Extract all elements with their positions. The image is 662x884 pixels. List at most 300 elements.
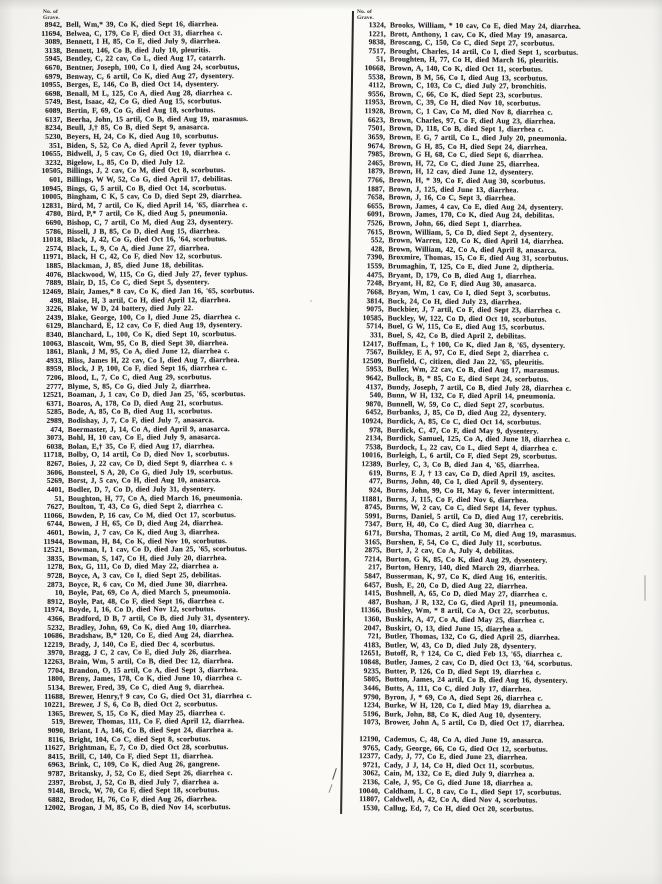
grave-number: 8959 , bbox=[30, 365, 64, 374]
grave-number: 3089 , bbox=[28, 38, 62, 47]
entry-text: Boermaster, J, 14, Co A, died April 9, anasarca. bbox=[67, 423, 230, 434]
entry-text: Benall, M L, 125, Co A, died Aug 28, diarrhea c. bbox=[66, 87, 233, 98]
entry-text: Berges, E, 146, Co B, died Oct 14, dysentery. bbox=[66, 79, 219, 90]
entry-text: Bradford, D B, 7 artil, Co B, died July 31, dysentery. bbox=[68, 613, 250, 623]
grave-number: 9090 , bbox=[31, 727, 65, 736]
entry-text: Burton, G K, 85, Co K, died Aug 29, dysentery. bbox=[385, 554, 548, 565]
entry-text: Buikley, E A, 97, Co E, died Sept 2, diarrhea c. bbox=[387, 347, 549, 358]
entry-text: Bryan, Wm, 1 cav, Co I, died Sept 3, scorbutus. bbox=[387, 287, 551, 298]
grave-number: 5714 , bbox=[344, 322, 384, 331]
grave-number: 6038 , bbox=[30, 443, 64, 452]
grave-number: 12377 , bbox=[340, 752, 380, 761]
entry-text: Bundy, Joseph, 7 artil, Co B, died July 28, diarrhea c. bbox=[387, 381, 572, 393]
grave-number: 8340 , bbox=[29, 331, 63, 340]
grave-number: 4933 , bbox=[29, 357, 63, 366]
grave-number: 1234 , bbox=[341, 701, 381, 710]
grave-number: 9674 , bbox=[345, 142, 385, 151]
grave-number-header-line2: Grave. bbox=[43, 14, 60, 21]
entry-text: Boies, J, 22 cav, Co D, died Sept 9, diarrhea c. s bbox=[67, 458, 233, 468]
grave-number: 7704 , bbox=[31, 667, 65, 676]
entry-text: Cady, J J, 14, Co H, died Oct 11, scorbutus. bbox=[384, 760, 535, 771]
grave-number: 11018 , bbox=[29, 236, 63, 245]
entry-text: Bradley, John, 69, Co K, died Aug 10, diarrhea. bbox=[68, 621, 231, 632]
entry-text: Bright, 104, Co C, died Sept 8, scorbutus. bbox=[69, 733, 211, 744]
grave-number: 428 , bbox=[344, 245, 384, 254]
grave-number: 2465 , bbox=[345, 159, 385, 168]
grave-number: 5749 , bbox=[28, 98, 62, 107]
entry-text: Burke, W H, 120, Co I, died May 19, diarrhea a. bbox=[384, 700, 551, 711]
grave-number: 6882 , bbox=[31, 796, 65, 805]
grave-number-header-line2: Grave. bbox=[357, 14, 374, 21]
entry-text: Billings, W W, 52, Co G, died April 17, debilitas. bbox=[66, 174, 233, 184]
register-row bbox=[31, 803, 336, 813]
entry-text: Buskirt, O, 13, died June 15, diarrhea a. bbox=[385, 622, 523, 634]
grave-number: 9787 , bbox=[31, 770, 65, 779]
entry-text: Brown, C, 39, Co H, died Nov 10, scorbutus. bbox=[389, 97, 541, 109]
grave-number: 9721 , bbox=[340, 761, 380, 770]
entry-text: Brown, B M, 56, Co I, died Aug 13, scorbutus. bbox=[389, 72, 548, 83]
register-column-left bbox=[28, 20, 336, 813]
grave-number: 10016 , bbox=[343, 451, 383, 460]
grave-number: 6457 , bbox=[342, 581, 382, 590]
grave-number: 1221 , bbox=[346, 30, 386, 39]
entry-text: Cale, J, 95, Co G, died June 18, diarrhea a. bbox=[383, 777, 533, 788]
entry-text: Brown, G H, 68, Co C, died Sept 6, diarrhea. bbox=[388, 149, 544, 160]
grave-number: 11718 , bbox=[30, 451, 64, 460]
grave-number: 487 , bbox=[341, 598, 381, 607]
entry-text: Bode, A, 85, Co B, died Aug 11, scorbutus. bbox=[67, 406, 213, 417]
grave-number: 7517 , bbox=[346, 47, 386, 56]
entry-text: Butler, Thomas, 132, Co G, died April 25, diarrhea. bbox=[385, 631, 560, 642]
grave-number: 4137 , bbox=[343, 383, 383, 392]
grave-number: 351 , bbox=[29, 141, 63, 150]
entry-text: Butoff, R, † 124, Co C, died Feb 13, '65, diarrhea c. bbox=[384, 648, 563, 660]
entry-text: Boaman, J, 1 cav, Co D, died Jan 25, '65, scorbutus. bbox=[67, 389, 246, 400]
grave-number: 8116 , bbox=[31, 735, 65, 744]
grave-number: 2574 , bbox=[29, 245, 63, 254]
grave-number: 6690 , bbox=[29, 219, 63, 228]
entry-text: Brown, William, 5, Co D, died Sept 2, dysentery. bbox=[388, 226, 554, 238]
grave-number: 12521 , bbox=[30, 391, 64, 400]
grave-number: 4601 , bbox=[30, 529, 64, 538]
entry-text: Brooks, William, * 10 cav, Co E, died May 24, diarrhea. bbox=[389, 20, 581, 31]
entry-text: Bryant, H, 82, Co F, died Aug 30, anasarca. bbox=[387, 278, 537, 289]
grave-number: 1800 , bbox=[31, 675, 65, 684]
entry-text: Brown, A, 140, Co K, died Oct 11, scorbutus. bbox=[389, 63, 543, 74]
grave-number: 11974 , bbox=[31, 606, 65, 615]
grave-number: 7248 , bbox=[344, 279, 384, 288]
entry-text: Bursha, Thomas, 2 artil, Co M, died Aug 19, marasmus. bbox=[385, 528, 577, 539]
grave-number: 10221 , bbox=[31, 701, 65, 710]
entry-text: Benway, C, 6 artil, Co K, died Aug 27, dysentery. bbox=[66, 70, 235, 81]
grave-number: 10005 , bbox=[29, 193, 63, 202]
entry-text: Burton, Henry, 140, died March 29, diarrhea. bbox=[385, 562, 540, 573]
entry-text: Brewer, J S, 6, Co B, died Oct 2, scorbutus. bbox=[68, 699, 218, 709]
grave-number: 12417 , bbox=[343, 340, 383, 349]
entry-text: Broscang, C, 150, Co C, died Sept 27, scorbutus. bbox=[389, 37, 555, 48]
grave-number: 7538 , bbox=[343, 443, 383, 452]
grave-number: 552 , bbox=[344, 236, 384, 245]
grave-number: 1415 , bbox=[341, 589, 381, 598]
grave-number: 9148 , bbox=[31, 787, 65, 796]
entry-text: Brill, C, 140, Co F, died Sept 11, diarrhea. bbox=[69, 750, 214, 761]
grave-number: 924 , bbox=[342, 486, 382, 495]
grave-number: 2989 , bbox=[30, 417, 64, 426]
entry-text: Black, J, 42, Co G, died Oct 16, '64, scorbutus. bbox=[66, 234, 228, 245]
grave-number: 7668 , bbox=[344, 288, 384, 297]
entry-text: Brown, C, 66, Co K, died Sept 23, scorbutus. bbox=[389, 89, 543, 100]
grave-number: 11944 , bbox=[30, 537, 64, 546]
entry-text: Brock, W, 70, Co F, died Sept 18, scorbutus. bbox=[69, 785, 220, 796]
grave-number: 2439 , bbox=[29, 314, 63, 323]
grave-number: 9765 , bbox=[340, 744, 380, 753]
grave-number: 5285 , bbox=[30, 408, 64, 417]
entry-text: Brown, E G, 7 artil, Co L, died July 20, pneumonia. bbox=[389, 132, 567, 143]
entry-text: Bunnell, W, 59, Co C, died Sept 27, scorbutus. bbox=[386, 399, 545, 410]
register-row bbox=[340, 804, 654, 815]
entry-text: Blake, W D, 24 battery, died July 22. bbox=[67, 303, 194, 313]
entry-text: Buck, 24, Co H, died July 23, diarrhea. bbox=[387, 295, 522, 306]
grave-number: 5538 , bbox=[346, 73, 386, 82]
entry-text: Burns, John, 40, Co I, died April 9, dysentery. bbox=[386, 476, 544, 487]
grave-number: 7214 , bbox=[342, 555, 382, 564]
entry-text: Bush, E, 20, Co D, died Aug 22, diarrhea. bbox=[385, 579, 528, 591]
grave-number: 5945 , bbox=[28, 55, 62, 64]
grave-number: 540 , bbox=[343, 391, 383, 400]
grave-number: 7766 , bbox=[345, 176, 385, 185]
grave-number: 1360 , bbox=[341, 615, 381, 624]
grave-number: 1278 , bbox=[30, 563, 64, 572]
grave-number: 2136 , bbox=[340, 778, 380, 787]
entry-text: Brown, John, 66, died Sept 1, diarrhea. bbox=[388, 218, 522, 229]
grave-number: 4401 , bbox=[30, 486, 64, 495]
grave-number: 1530 , bbox=[340, 804, 380, 813]
entry-text: Britansky, J, 52, Co E, died Sept 26, diarrhea c. bbox=[69, 768, 233, 778]
grave-number: 978 , bbox=[343, 426, 383, 435]
grave-number: 6371 , bbox=[30, 400, 64, 409]
entry-text: Burt, J, 2 cav, Co A, July 4, debilitas. bbox=[385, 545, 515, 556]
grave-number: 3062 , bbox=[340, 769, 380, 778]
grave-number: 11366 , bbox=[341, 606, 381, 615]
grave-number: 2875 , bbox=[342, 546, 382, 555]
grave-number: 2397 , bbox=[31, 778, 65, 787]
entry-text: Breny, James, 178, Co K, died June 10, diarrhea c. bbox=[68, 673, 242, 684]
entry-text: Brown, H, * 39, Co F, died Aug 30, scorbutus. bbox=[388, 175, 546, 186]
entry-text: Buel, G W, 115, Co E, died Aug 15, scorbutus. bbox=[387, 321, 545, 332]
grave-number: 9838 , bbox=[346, 38, 386, 47]
grave-number: 12389 , bbox=[342, 460, 382, 469]
entry-text: Broughten, H, 77, Co H, died March 16, pleuritis. bbox=[389, 54, 559, 66]
grave-number: 12509 , bbox=[343, 357, 383, 366]
entry-text: Blair, James,* 8 cav, Co K, died Jan 16, '65, scorbutus. bbox=[67, 285, 255, 296]
grave-number: 2047 , bbox=[341, 624, 381, 633]
entry-text: Bennett, I H, 85, Co E, died July 9, diarrhea. bbox=[66, 36, 221, 47]
entry-text: Blyme, S, 85, Co G, died July 2, diarrhea. bbox=[67, 380, 211, 391]
grave-number: 3970 , bbox=[31, 649, 65, 658]
entry-text: Bolan, E,† 35, Co F, died Aug 17, diarrhea. bbox=[67, 441, 215, 451]
entry-text: Blair, D, 15, Co C, died Sept 5, dysentery. bbox=[67, 277, 210, 288]
entry-text: Blackwood, W, 115, Co G, died July 27, fever typhus. bbox=[67, 268, 248, 279]
grave-number: 5953 , bbox=[343, 365, 383, 374]
grave-number: 6670 , bbox=[28, 64, 62, 73]
grave-number: 7390 , bbox=[344, 253, 384, 262]
grave-number: 4366 , bbox=[31, 615, 65, 624]
grave-number: 10505 , bbox=[29, 167, 63, 176]
grave-number: 498 , bbox=[29, 296, 63, 305]
grave-number: 51 , bbox=[30, 494, 64, 503]
grave-number: 3138 , bbox=[28, 47, 62, 56]
entry-text: Brightman, E, 7, Co D, died Oct 28, scorbutus. bbox=[69, 742, 229, 753]
entry-text: Bowman, S, 147, Co H, died July 20, diarrhea. bbox=[68, 552, 227, 563]
entry-text: Bodishay, J, 7, Co F, died July 7, anasarca. bbox=[67, 415, 215, 425]
entry-text: Brogan, J M, 85, Co B, died Nov 14, scorbutus. bbox=[69, 802, 231, 813]
entry-text: Bliss, James H, 22 cav, Co I, died Aug 7, diarrhea. bbox=[67, 354, 240, 365]
grave-number: 1559 , bbox=[344, 262, 384, 271]
entry-text: Brady, J, 140, Co E, died Dec 4, scorbutus. bbox=[68, 639, 215, 649]
entry-text: Buckley, W, 122, Co D, died Oct 10, scorbutus. bbox=[387, 313, 547, 324]
scan-artifact-smudge bbox=[644, 575, 646, 601]
entry-text: Beull, J,† 85, Co B, died Sept 9, anasarca. bbox=[66, 122, 210, 133]
grave-number: 4112 , bbox=[345, 81, 385, 90]
entry-text: Buller, Wm, 22 cav, Co B, died Aug 17, marasmus. bbox=[387, 364, 560, 376]
grave-number: 7889 , bbox=[29, 279, 63, 288]
grave-number: 11627 , bbox=[31, 744, 65, 753]
grave-number: 3073 , bbox=[30, 434, 64, 443]
grave-number: 1861 , bbox=[29, 348, 63, 357]
grave-number: 10686 , bbox=[31, 632, 65, 641]
grave-number: 8942 , bbox=[28, 21, 62, 30]
grave-number: 8267 , bbox=[30, 460, 64, 469]
grave-number: 9790 , bbox=[341, 693, 381, 702]
grave-number: 6655 , bbox=[345, 202, 385, 211]
grave-number: 10848 , bbox=[341, 658, 381, 667]
entry-text: Briant, I A, 146, Co B, died Sept 24, diarrhea a. bbox=[69, 725, 234, 735]
entry-text: Butler, James, 2 cav, Co D, died Oct 13, '64, scorbutus. bbox=[384, 657, 573, 668]
entry-text: Caldwell, A, 42, Co A, died Nov 4, scorbutus. bbox=[383, 794, 538, 805]
entry-text: Blank, J M, 95, Co A, died June 12, diarrhea c. bbox=[67, 346, 230, 356]
grave-number: 6129 , bbox=[29, 322, 63, 331]
entry-text: Burdock, L, 22 cav, Co L, died Sept 4, diarrhea c. bbox=[386, 442, 558, 453]
grave-number: 1887 , bbox=[345, 185, 385, 194]
grave-number: 5230 , bbox=[28, 133, 62, 142]
grave-number: 5232 , bbox=[31, 624, 65, 633]
entry-text: Boyce, R, 6 cav, Co M, died June 30, diarrhea. bbox=[68, 578, 228, 589]
entry-text: Brink, C, 109, Co K, died Aug 26, gangrene. bbox=[69, 759, 220, 770]
grave-number: 12263 , bbox=[31, 658, 65, 667]
grave-number: 6623 , bbox=[345, 116, 385, 125]
grave-number: 9728 , bbox=[30, 572, 64, 581]
entry-text: Brown, William, 42, Co A, died April 8, anasarca. bbox=[388, 244, 557, 255]
grave-number: 10655 , bbox=[29, 150, 63, 159]
grave-number: 3226 , bbox=[29, 305, 63, 314]
entry-text: Burbanks, J, 85, Co D, died Aug 22, dysentery. bbox=[386, 407, 547, 419]
entry-text: Bissell, J B, 85, Co D, died Aug 15, diarrhea. bbox=[66, 225, 220, 236]
entry-text: Bradshaw, B,* 120, Co E, died Aug 24, diarrhea. bbox=[68, 630, 234, 641]
grave-number: 6091 , bbox=[344, 210, 384, 219]
entry-text: Bird, M, 7 artil, Co K, died April 14, '65, diarrhea c. bbox=[66, 199, 248, 210]
entry-text: Bowden, P, 16 cav, Co M, died Oct 17, scorbutus. bbox=[68, 509, 236, 520]
grave-number: 7206 , bbox=[30, 374, 64, 383]
entry-text: Blackman, J, 85, died June 18, debilitas. bbox=[67, 260, 204, 270]
grave-number: 7985 , bbox=[345, 150, 385, 159]
grave-number: 8234 , bbox=[28, 124, 62, 133]
entry-text: Burns, J, 115, Co F, died Nov 6, diarrhea. bbox=[386, 493, 529, 504]
entry-text: Brown, C, 1 Cav, Co M, died Nov 8, diarrhea c. bbox=[389, 106, 553, 117]
entry-text: Brewer, S, 15, Co K, died May 25, diarrhea c. bbox=[69, 707, 226, 718]
grave-number: 6963 , bbox=[31, 761, 65, 770]
grave-number: 11066 , bbox=[30, 512, 64, 521]
entry-text: Burdick, Samuel, 125, Co A, died June 18, diarrhea c. bbox=[386, 433, 571, 445]
entry-text: Brown, H, 12 cav, died June 12, dysentery. bbox=[388, 166, 534, 177]
grave-number: 11807 , bbox=[340, 795, 380, 804]
grave-number: 1365 , bbox=[31, 710, 65, 719]
grave-number: 12521 , bbox=[30, 546, 64, 555]
grave-number: 7567 , bbox=[343, 348, 383, 357]
grave-number: 3446 , bbox=[341, 684, 381, 693]
entry-text: Brobst, J, 52, Co B, died July 7, diarrhea a. bbox=[69, 776, 219, 787]
grave-number: 5805 , bbox=[341, 675, 381, 684]
grave-number: 474 , bbox=[30, 425, 64, 434]
entry-text: Blake, George, 100, Co I, died June 25, diarrhea c. bbox=[67, 311, 241, 322]
entry-text: Box, G, 111, Co D, died May 22, diarrhea a. bbox=[68, 561, 219, 572]
grave-number: 10924 , bbox=[343, 417, 383, 426]
entry-text: Buffman, L, † 100, Co K, died Jan 8, '65, dysentery. bbox=[387, 338, 566, 350]
grave-number: 10585 , bbox=[344, 314, 384, 323]
grave-number: 10955 , bbox=[28, 81, 62, 90]
grave-number: 1885 , bbox=[29, 262, 63, 271]
entry-text: Burns, E J, † 13 cav, Co D, died April 19, ascites. bbox=[386, 468, 556, 479]
entry-text: Black, L, 9, Co A, died June 27, diarrhea. bbox=[66, 243, 210, 253]
entry-text: Bings, G, 5 artil, Co B, died Oct 14, scorbutus. bbox=[66, 182, 227, 193]
entry-text: Bryant, D, 179, Co B, died Aug 1, diarrhea. bbox=[387, 270, 537, 281]
register-row bbox=[340, 718, 654, 729]
grave-number: 2134 , bbox=[343, 434, 383, 443]
entry-text: Boyce, A, 3 cav, Co I, died Sept 25, debilitas. bbox=[68, 570, 222, 580]
entry-text: Billings, J, 2 cav, Co M, died Oct 8, scorbutus. bbox=[66, 165, 226, 176]
grave-number: 7658 , bbox=[345, 193, 385, 202]
entry-text: Burns, John, 99, Co H, May 6, fever intermittent. bbox=[386, 485, 555, 496]
grave-number: 5847 , bbox=[342, 572, 382, 581]
entry-text: Burleigh, L, 6 artil, Co F, died Sept 29, scorbutus. bbox=[386, 450, 557, 462]
grave-number: 11694 , bbox=[28, 29, 62, 38]
entry-text: Boyle, Pat, 48, Co F, died Sept 16, diarrhea c. bbox=[68, 595, 225, 606]
entry-text: Bidwell, J, 5 cav, Co G, died Oct 10, diarrhea c. bbox=[66, 148, 231, 158]
entry-text: Block, J P, 100, Co F, died Sept 16, diarrhea c. bbox=[67, 363, 228, 374]
entry-text: Brought, Charles, 14 artil, Co I, died Sept 1, scorbutus. bbox=[389, 46, 579, 57]
entry-text: Blascoit, Wm, 95, Co B, died Sept 30, diarrhea. bbox=[67, 337, 229, 348]
entry-text: Busserman, K, 97, Co K, died Aug 16, enteritis. bbox=[385, 571, 548, 582]
entry-text: Brown, C, 103, Co C, died July 27, bronchitis. bbox=[389, 80, 547, 91]
entry-text: Bowman, I, 1 cav, Co D, died Jan 25, '65, scorbutus. bbox=[68, 544, 247, 555]
grave-number: 7501 , bbox=[345, 124, 385, 133]
grave-number: 3606 , bbox=[30, 469, 64, 478]
entry-text: Brown, Charles, 97, Co F, died Aug 23, diarrhea. bbox=[389, 115, 556, 126]
entry-text: Bigelow, L, 85, Co D, died July 12. bbox=[66, 157, 186, 167]
scan-artifact-speck bbox=[310, 300, 312, 302]
entry-text: Buskirk, A, 47, Co A, died May 25, diarrhea c. bbox=[385, 614, 545, 625]
grave-number: 9642 , bbox=[343, 374, 383, 383]
grave-number: 11688 , bbox=[31, 692, 65, 701]
entry-text: Butter, P, 126, Co D, died Sept 19, diarrhea c. bbox=[384, 666, 542, 677]
grave-number: 4780 , bbox=[29, 210, 63, 219]
grave-number: 7627 , bbox=[30, 503, 64, 512]
grave-number: 6171 , bbox=[342, 529, 382, 538]
entry-text: Bowman, H, 84, Co K, died Nov 10, scorbutus. bbox=[68, 535, 227, 546]
entry-text: Bragg, J C, 2 cav, Co E, died July 26, diarrhea. bbox=[68, 647, 232, 658]
grave-number: 7347 , bbox=[342, 520, 382, 529]
entry-text: Burley, C, 3, Co B, died Jan 4, '65, diarrhea. bbox=[386, 459, 540, 470]
grave-number: 721 , bbox=[341, 632, 381, 641]
entry-text: Bell, Wm,* 39, Co K, died Sept 16, diarrhea. bbox=[65, 19, 219, 29]
grave-number: 4183 , bbox=[341, 641, 381, 650]
grave-number: 12651 , bbox=[341, 649, 381, 658]
grave-number: 4076 , bbox=[29, 271, 63, 280]
entry-text: Blanchard, E, 12 cav, Co F, died Aug 19, dysentery. bbox=[67, 320, 243, 331]
entry-text: Cain, M, 132, Co E, died July 9, diarrhea a. bbox=[384, 768, 535, 779]
grave-number: 3814 , bbox=[344, 296, 384, 305]
grave-number: 10668 , bbox=[346, 64, 386, 73]
grave-number: 477 , bbox=[342, 477, 382, 486]
entry-text: Brewer, Henry,† 9 cav, Co G, died Oct 31, diarrhea c. bbox=[68, 690, 252, 701]
entry-text: Bunn, W H, 132, Co F, died April 14, pneumonia. bbox=[387, 390, 556, 401]
entry-text: Brain, Wm, 5 artil, Co B, died Dec 12, diarrhea. bbox=[68, 656, 234, 666]
entry-text: Boaros, A, 178, Co D, died Aug 21, scorbutus. bbox=[67, 397, 224, 408]
entry-text: Buel, S, 42, Co B, died April 2, debilitas. bbox=[387, 330, 527, 341]
entry-text: Blanchard, L, 100, Co K, died Sept 10, scorbutus. bbox=[67, 329, 237, 339]
grave-number: 8415 , bbox=[31, 753, 65, 762]
grave-number: 4475 , bbox=[344, 271, 384, 280]
grave-number: 6452 , bbox=[343, 408, 383, 417]
grave-number: 6979 , bbox=[28, 73, 62, 82]
entry-text: Brott, Anthony, 1 cav, Co K, died May 19, anasarca. bbox=[389, 28, 568, 40]
entry-text: Bertin, F, 69, Co G, died Aug 18, scorbutus. bbox=[66, 105, 216, 115]
grave-number: 12219 , bbox=[31, 641, 65, 650]
entry-text: Blood, L, 7, Co C, died Aug 29, scorbutus. bbox=[67, 372, 212, 382]
entry-text: Brown, G H, 85, Co H, died Sept 24, diarrhea. bbox=[388, 140, 548, 152]
grave-number: 5269 , bbox=[30, 477, 64, 486]
entry-text: Bennett, 146, Co B, died July 10, pleuritis. bbox=[66, 45, 211, 55]
entry-text: Brown, J, 16, Co C, Sept 3, diarrhea. bbox=[388, 192, 516, 203]
entry-text: Bentley, C, 22 cav, Co L, died Aug 17, catarrh. bbox=[66, 53, 226, 64]
entry-text: Bishop, C, 7 artil, Co M, died Aug 23, dysentery. bbox=[66, 217, 234, 227]
grave-number: 5196 , bbox=[341, 710, 381, 719]
entry-text: Bonsteel, S A, 20, Co G, died July 19, scorbutus. bbox=[67, 466, 233, 477]
entry-text: Burdick, C, 47, Co F, died May 9, dysentery. bbox=[386, 424, 539, 436]
grave-number: 8912 , bbox=[31, 598, 65, 607]
grave-number-header-line1: No. of bbox=[357, 9, 372, 15]
grave-number: 9556 , bbox=[345, 90, 385, 99]
grave-number: 11928 , bbox=[345, 107, 385, 116]
entry-text: Beyers, H, 24, Co K, died Aug 10, scorbutus. bbox=[66, 131, 219, 141]
grave-number: 10 , bbox=[30, 589, 64, 598]
entry-text: Biden, S, 52, Co A, died April 2, fever typhus. bbox=[66, 139, 223, 150]
grave-number: 10945 , bbox=[29, 184, 63, 193]
entry-text: Belwea, C, 179, Co F, died Oct 31, diarrhea c. bbox=[66, 27, 223, 38]
grave-number: 12002 , bbox=[31, 804, 65, 813]
entry-text: Cady, J, 77, Co E, died June 23, diarrhea. bbox=[384, 751, 528, 762]
entry-text: Boyle, Pat, 69, Co A, died March 5, pneumonia. bbox=[68, 587, 231, 598]
entry-text: Bentner, Joseph, 100, Co I, died Aug 24, scorbutus, bbox=[66, 62, 240, 72]
entry-text: Burdick, A, 85, Co C, died Oct 14, scorbutus. bbox=[386, 416, 542, 427]
entry-text: Borst, J, 5 cav, Co H, died Aug 10, anasarca. bbox=[67, 475, 221, 486]
grave-number: 12190 , bbox=[340, 735, 380, 744]
grave-number: 217 , bbox=[342, 563, 382, 572]
entry-text: Best, Isaac, 42, Co G, died Aug 15, scorbutus. bbox=[66, 96, 222, 107]
entry-text: Brown, J, 125, died June 13, diarrhea. bbox=[388, 183, 519, 194]
entry-text: Bolby, O, 14 artil, Co D, died Nov 1, scorbutus. bbox=[67, 449, 230, 460]
entry-text: Burfield, C, citizen, died Jan 22, '65, pleuritis. bbox=[387, 356, 544, 367]
entry-text: Brodor, H, 76, Co F, died Aug 26, diarrhea. bbox=[69, 794, 218, 804]
